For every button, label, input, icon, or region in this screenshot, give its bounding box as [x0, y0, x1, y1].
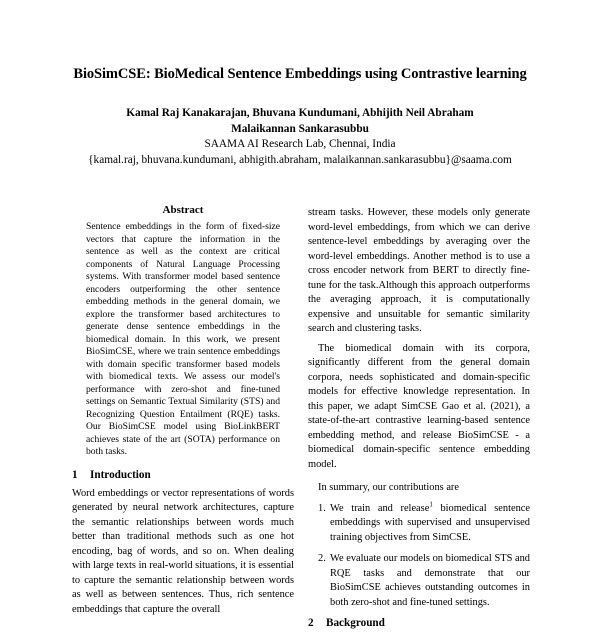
right-paragraph-1: stream tasks. However, these models only generate word-level embeddings, from which we can derive sentence-level embeddings by averaging over the word-level embeddings. Another method is to use a cross encoder network from BERT to directly fine-tune for the task.Although this approach outperforms the averaging approach, it is computationally expensive and unsuitable for semantic similarity search and clustering tasks.: [308, 207, 530, 334]
introduction-title: Introduction: [90, 468, 151, 481]
author-emails: {kamal.raj, bhuvana.kundumani, abhigith.abraham, malaikannan.sankarasubbu}@saama.com: [88, 153, 512, 166]
contribution-text: We train and release: [330, 502, 430, 514]
contribution-text: We evaluate our models on biomedical STS and RQE tasks and demonstrate that our BioSimCSE achieves outstanding outcomes in both zero-shot and fine-tuned settings.: [330, 553, 530, 608]
author-block: [0, 106, 600, 168]
background-title: Background: [326, 617, 385, 629]
left-column: [72, 204, 294, 617]
affiliation: SAAMA AI Research Lab, Chennai, India: [204, 138, 396, 150]
author-names-line2: Malaikannan Sankarasubbu: [231, 122, 369, 135]
contribution-item: [308, 552, 530, 610]
author-names-line1: Kamal Raj Kanakarajan, Bhuvana Kundumani, Abhijith Neil Abraham: [126, 107, 474, 119]
introduction-text: Word embeddings or vector representations of words generated by neural network architectures, capture the semantic relationships between words much better than traditional methods such as one hot encoding, bag of words, and so on. When dealing with large texts in real-world situations, it is essential to capture the semantic relationship between words as well as between sentences. Thus, rich sentence embeddings that capture the overall: [72, 487, 294, 615]
paper-title: BioSimCSE: BioMedical Sentence Embeddings using Contrastive learning: [73, 66, 527, 82]
right-column: [308, 206, 530, 635]
abstract-heading: Abstract: [162, 204, 204, 216]
background-heading: [308, 617, 530, 629]
introduction-number: 1: [72, 468, 78, 481]
contribution-text-cont: biomedical sentence embeddings with supervised and unsupervised training objectives from SimCSE.: [330, 502, 530, 543]
introduction-heading: [72, 469, 294, 481]
footnote-marker: 1: [429, 500, 433, 509]
contributions-intro: In summary, our contributions are: [318, 482, 460, 493]
contribution-number: 2.: [318, 553, 326, 564]
contributions-list: [308, 502, 530, 611]
contribution-number: 1.: [318, 502, 326, 514]
background-number: 2: [308, 617, 314, 629]
abstract-text: Sentence embeddings in the form of fixed-size vectors that capture the information in the sentence as well as the context are critical components of Natural Language Processing systems. With transformer model based sentence encoders outperforming the other sentence embedding methods in the general domain, we explore the transformer based architectures to generate dense sentence embeddings in the biomedical domain. In this work, we present BioSimCSE, where we train sentence embeddings with domain specific transformer based models with biomedical texts. We assess our model's performance with zero-shot and fine-tuned settings on Semantic Textual Similarity (STS) and Recognizing Question Entailment (RQE) tasks. Our BioSimCSE model using BioLinkBERT achieves state of the art (SOTA) performance on both tasks.: [86, 221, 280, 457]
contribution-item: [308, 502, 530, 546]
right-paragraph-2: The biomedical domain with its corpora, significantly different from the general domain corpora, needs sophisticated and domain-specific models for effective knowledge representation. In this paper, we adapt SimCSE Gao et al. (2021), a state-of-the-art contrastive learning-based sentence embedding method, and release BioSimCSE - a biomedical domain-specific sentence embedding model.: [308, 342, 530, 470]
